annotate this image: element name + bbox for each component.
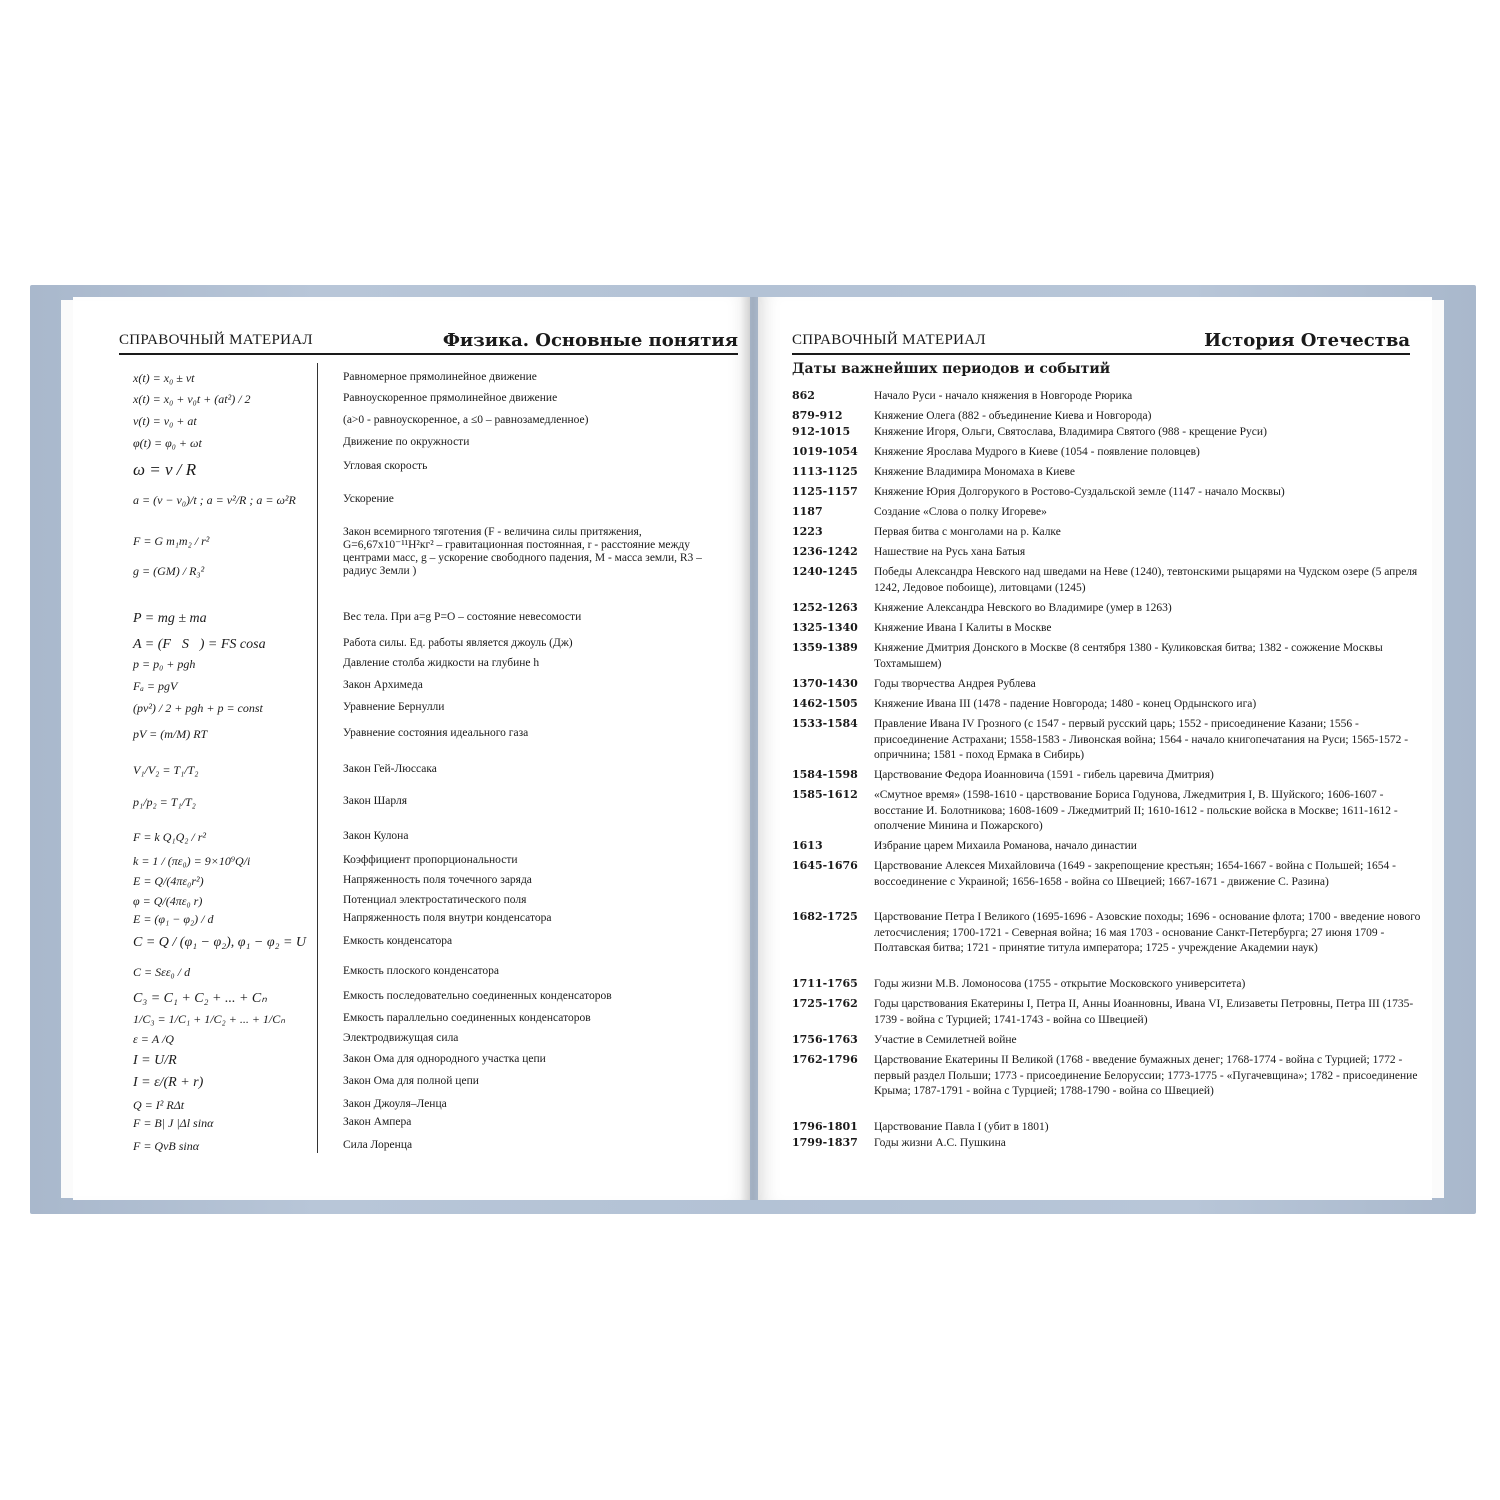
event-description: Создание «Слова о полку Игореве» [874, 506, 1047, 518]
formula: ε = A /Q [133, 1032, 174, 1046]
formula-description: Закон Ома для полной цепи [343, 1075, 479, 1087]
event-date: 879-912 [792, 409, 843, 422]
formula: E = (φ₁ − φ₂) / d [133, 912, 214, 926]
formula-description: Емкость параллельно соединенных конденсаторов [343, 1012, 591, 1024]
event-description: Годы творчества Андрея Рублева [874, 678, 1036, 690]
formula: Fₐ = pgV [133, 679, 178, 693]
page-edges-right [1432, 300, 1444, 1198]
formula-description: Емкость плоского конденсатора [343, 965, 499, 977]
formula-description: Давление столба жидкости на глубине h [343, 657, 540, 669]
event-description: «Смутное время» (1598-1610 - царствование Бориса Годунова, Лжедмитрия I, В. Шуйского; 1606-1607 - восстание И. Болотникова; 1608-1609 - Лжедмитрий II; 1610-1612 - польские войска в Москве; 1611-1612 - ополчение Минина и Пожарского) [874, 789, 1398, 832]
formula: A = (F⃗S⃗) = FS cosa [133, 637, 266, 652]
formula-description: Напряженность поля внутри конденсатора [343, 912, 552, 924]
formula-description: Коэффициент пропорциональности [343, 854, 518, 866]
event-date: 1236-1242 [792, 545, 858, 558]
event-date: 1762-1796 [792, 1053, 858, 1066]
formula-description: Закон Архимеда [343, 679, 423, 691]
formula: F = k Q₁Q₂ / r² [133, 830, 207, 844]
event-date: 1799-1837 [792, 1136, 858, 1149]
event-description: Княжение Игоря, Ольги, Святослава, Владимира Святого (988 - крещение Руси) [874, 426, 1267, 438]
event-date: 1325-1340 [792, 621, 858, 634]
right-page [758, 297, 1432, 1200]
formula-description: Равномерное прямолинейное движение [343, 371, 537, 383]
event-description: Царствование Федора Иоанновича (1591 - гибель царевича Дмитрия) [874, 769, 1214, 781]
event-description: Княжение Ивана III (1478 - падение Новгорода; 1480 - конец Ордынского ига) [874, 698, 1257, 710]
formula: P = mg ± ma [133, 611, 207, 626]
formula-description: Емкость конденсатора [343, 935, 453, 947]
section-title: Даты важнейших периодов и событий [792, 361, 1111, 377]
formula: k = 1 / (πε₀) = 9×10⁹Q/i [133, 854, 251, 868]
formula-description: Закон Ампера [343, 1116, 412, 1128]
header-rule [792, 353, 1410, 355]
formula-description: Закон Гей-Люссака [343, 763, 437, 775]
formula: V₁/V₂ = T₁/T₂ [133, 763, 199, 777]
formula: x(t) = x₀ ± vt [133, 371, 195, 385]
event-date: 1645-1676 [792, 859, 858, 872]
event-description: Начало Руси - начало княжения в Новгороде Рюрика [874, 390, 1133, 402]
event-date: 1796-1801 [792, 1120, 858, 1133]
event-description: Царствование Алексея Михайловича (1649 - закрепощение крестьян; 1654-1667 - война с Польшей; 1654 - воссоединение с Украиной; 1656-1658 - война со Швецией; 1667-1671 - движение С. Разина) [874, 860, 1396, 888]
formula: I = U/R [133, 1053, 177, 1068]
formula-description: Работа силы. Ед. работы является джоуль (Дж) [343, 637, 573, 649]
formula: C = Sεε₀ / d [133, 965, 191, 979]
event-description: Годы жизни А.С. Пушкина [874, 1137, 1006, 1149]
formula-description: Угловая скорость [343, 460, 428, 472]
event-description: Победы Александра Невского над шведами на Неве (1240), тевтонскими рыцарями на Чудском озере (5 апреля 1242, Ледовое побоище), литовцами (1245) [874, 566, 1418, 594]
formula: F = QvB sinα [133, 1139, 200, 1153]
formula: C₃ = C₁ + C₂ + ... + Cₙ [133, 991, 267, 1006]
formula-description: Движение по окружности [343, 436, 470, 448]
event-description: Царствование Екатерины II Великой (1768 - введение бумажных денег; 1768-1774 - война с Турцией; 1772 - первый раздел Польши; 1773 - присоединение Белоруссии; 1773-1775 - «Пугачевщина»; 1782 - присоединение Крыма; 1787-1791 - война с Турцией; 1788-1790 - война со Швецией) [874, 1054, 1418, 1097]
event-description: Избрание царем Михаила Романова, начало династии [874, 840, 1137, 852]
formula-description: Уравнение состояния идеального газа [343, 727, 529, 739]
event-date: 1725-1762 [792, 997, 858, 1010]
formula-description: Электродвижущая сила [343, 1032, 459, 1044]
formula: 1/C₃ = 1/C₁ + 1/C₂ + ... + 1/Cₙ [133, 1012, 286, 1026]
event-description: Царствование Павла I (убит в 1801) [874, 1121, 1049, 1133]
event-description: Годы царствования Екатерины I, Петра II, Анны Иоанновны, Ивана VI, Елизаветы Петровны, Петра III (1735-1739 - война с Турцией; 1741-1743 - война со Швецией) [874, 998, 1414, 1026]
event-description: Нашествие на Русь хана Батыя [874, 546, 1026, 558]
formula-description: Закон Кулона [343, 830, 409, 842]
event-date: 1462-1505 [792, 697, 858, 710]
formula: pV = (m/M) RT [133, 727, 208, 741]
left-page [73, 297, 750, 1200]
physics-table [119, 363, 739, 1163]
formula-description: Закон всемирного тяготения (F - величина силы притяжения, G=6,67x10⁻¹¹Н²кг² – гравитационная постоянная, r - расстояние между центрами масс, g – ускорение свободного падения, M - масса земли, R3 – радиус Земли ) [343, 526, 702, 577]
formula-description: (а>0 - равноускоренное, а ≤0 – равнозамедленное) [343, 414, 589, 426]
event-date: 1584-1598 [792, 768, 858, 781]
left-page-header [119, 321, 738, 353]
event-description: Княжение Владимира Мономаха в Киеве [874, 466, 1075, 478]
event-date: 1756-1763 [792, 1033, 858, 1046]
event-date: 1240-1245 [792, 565, 858, 578]
header-label: СПРАВОЧНЫЙ МАТЕРИАЛ [792, 332, 986, 348]
event-description: Участие в Семилетней войне [874, 1034, 1017, 1046]
event-date: 1187 [792, 505, 823, 518]
event-date: 1359-1389 [792, 641, 858, 654]
event-date: 1370-1430 [792, 677, 858, 690]
event-date: 1019-1054 [792, 445, 858, 458]
formula-description: Потенциал электростатического поля [343, 894, 527, 906]
event-date: 912-1015 [792, 425, 851, 438]
event-description: Княжение Дмитрия Донского в Москве (8 сентября 1380 - Куликовская битва; 1382 - сожжение Москвы Тохтамышем) [874, 642, 1383, 670]
formula: φ(t) = φ₀ + ωt [133, 436, 202, 450]
formula: φ = Q/(4πε₀ r) [133, 894, 203, 908]
formula-description: Равноускоренное прямолинейное движение [343, 392, 558, 404]
formula-description: Напряженность поля точечного заряда [343, 874, 532, 886]
formula: p₁/p₂ = T₁/T₂ [133, 795, 196, 809]
event-description: Первая битва с монголами на р. Калке [874, 526, 1061, 538]
formula-description: Закон Шарля [343, 795, 407, 807]
formula: v(t) = v₀ + at [133, 414, 197, 428]
formula: a = (v − v₀)/t ; a = v²/R ; a = ω²R [133, 493, 296, 507]
formula: ω = v / R [133, 460, 197, 479]
event-date: 1113-1125 [792, 465, 858, 478]
event-date: 1252-1263 [792, 601, 858, 614]
formula: (pv²) / 2 + pgh + p = const [133, 701, 263, 715]
formula: E = Q/(4πε₀r²) [133, 874, 204, 888]
event-date: 1613 [792, 839, 823, 852]
event-date: 1223 [792, 525, 823, 538]
event-description: Царствование Петра I Великого (1695-1696 - Азовские походы; 1696 - основание флота; 1700 - введение нового летосчисления; 1700-1721 - Северная война; 16 мая 1703 - основание Санкт-Петербурга; 27 июня 1709 - Полтавская битва; 1721 - принятие титула императора; 1725 - учреждение Академии наук) [874, 911, 1421, 954]
event-date: 1125-1157 [792, 485, 858, 498]
event-description: Княжение Юрия Долгорукого в Ростово-Суздальской земле (1147 - начало Москвы) [874, 486, 1285, 498]
formula-description: Закон Ома для однородного участка цепи [343, 1053, 546, 1065]
event-description: Годы жизни М.В. Ломоносова (1755 - открытие Московского университета) [874, 978, 1246, 990]
event-date: 1711-1765 [792, 977, 858, 990]
formula: I = ε/(R + r) [133, 1075, 204, 1090]
formula: g = (GM) / R₃² [133, 564, 205, 578]
page-edges-left [61, 300, 73, 1198]
header-label: СПРАВОЧНЫЙ МАТЕРИАЛ [119, 332, 313, 348]
event-date: 1682-1725 [792, 910, 858, 923]
column-divider [317, 363, 318, 1153]
event-description: Княжение Ивана I Калиты в Москве [874, 622, 1052, 634]
event-description: Княжение Александра Невского во Владимире (умер в 1263) [874, 602, 1172, 614]
formula-description: Вес тела. При а=g P=O – состояние невесомости [343, 611, 582, 623]
formula: F = B| J |Δl sinα [133, 1116, 214, 1130]
page-title: Физика. Основные понятия [442, 330, 738, 351]
event-date: 862 [792, 389, 815, 402]
right-page-header [792, 321, 1410, 353]
formula-description: Сила Лоренца [343, 1139, 413, 1151]
formula-description: Ускорение [343, 493, 394, 505]
event-description: Княжение Ярослава Мудрого в Киеве (1054 - появление половцев) [874, 446, 1200, 458]
event-date: 1585-1612 [792, 788, 858, 801]
formula-description: Закон Джоуля–Ленца [343, 1098, 447, 1110]
formula: C = Q / (φ₁ − φ₂), φ₁ − φ₂ = U [133, 935, 307, 950]
formula-description: Уравнение Бернулли [343, 701, 445, 713]
formula: F = G m₁m₂ / r² [133, 534, 210, 548]
event-description: Правление Ивана IV Грозного (с 1547 - первый русский царь; 1552 - присоединение Казани; 1556 - присоединение Астрахани; 1558-1583 - Ливонская война; 1564 - начало книгопечатания на Руси; 1565-1572 - опричнина; 1581 - поход Ермака в Сибирь) [874, 718, 1409, 761]
formula: p = p₀ + pgh [133, 657, 196, 671]
formula-description: Емкость последовательно соединенных конденсаторов [343, 990, 612, 1002]
formula: x(t) = x₀ + v₀t + (at²) / 2 [133, 392, 251, 406]
page-title: История Отечества [1204, 330, 1410, 351]
header-rule [119, 353, 738, 355]
event-date: 1533-1584 [792, 717, 858, 730]
formula: Q = I² RΔt [133, 1098, 185, 1112]
event-description: Княжение Олега (882 - объединение Киева и Новгорода) [874, 410, 1152, 422]
